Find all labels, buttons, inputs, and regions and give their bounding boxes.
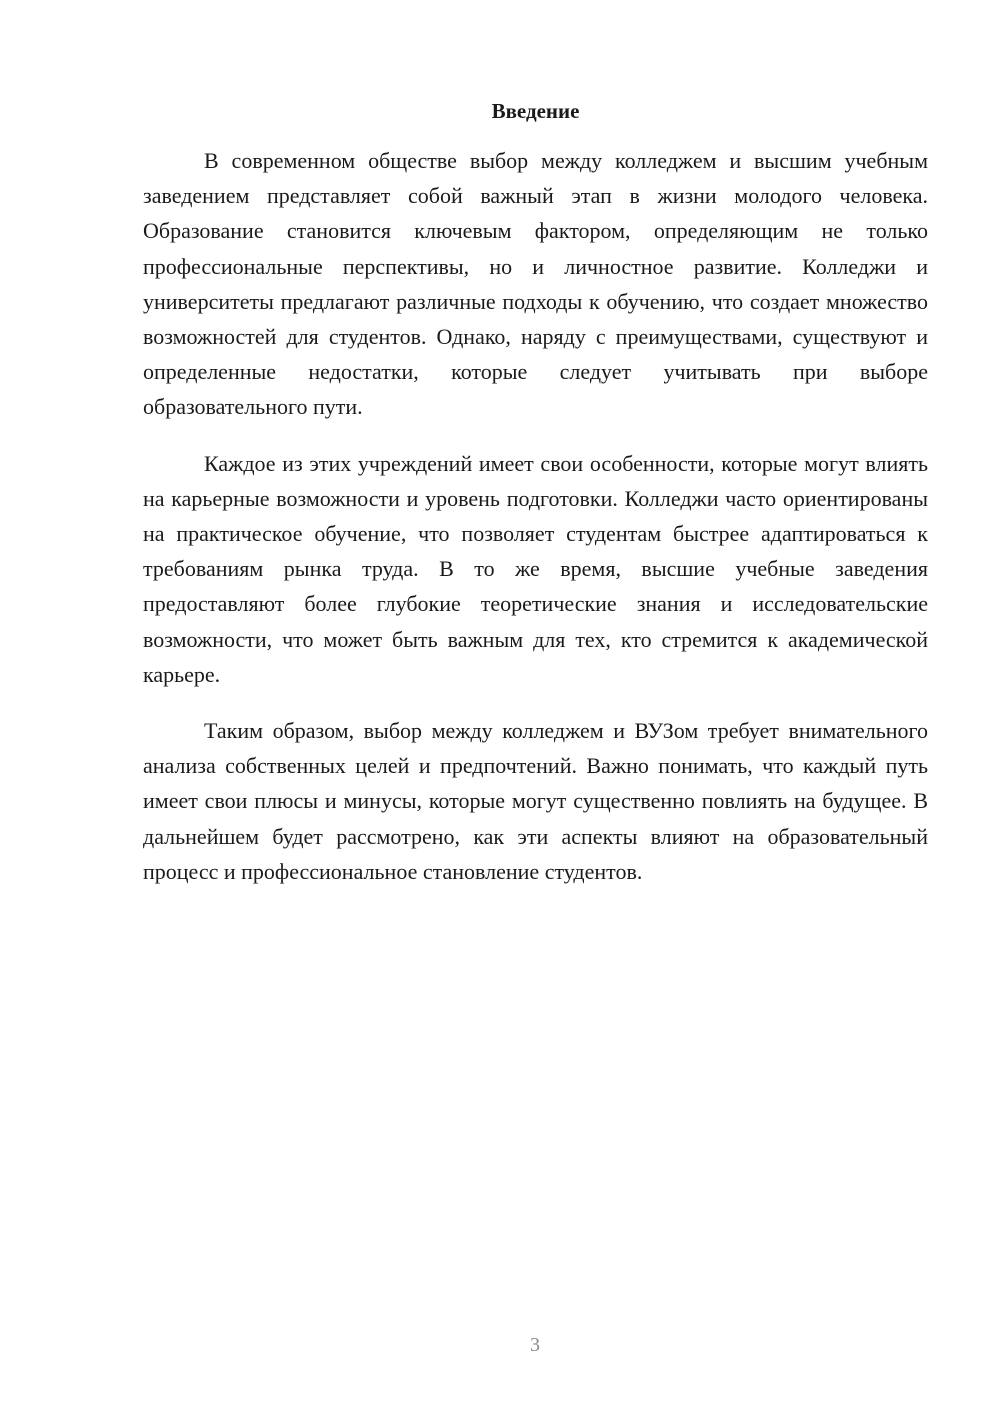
paragraph-3: Таким образом, выбор между колледжем и ВУЗом требует внимательного анализа собственных целей и предпочтений. Важно понимать, что каждый путь имеет свои плюсы и минусы, которые могут существенно повлиять на будущее. В дальнейшем будет рассмотрено, как эти аспекты влияют на образовательный процесс и профессиональное становление студентов. <box>143 718 928 884</box>
section-body <box>143 143 928 910</box>
section-title: Введение <box>491 99 580 123</box>
paragraph-1: В современном обществе выбор между колледжем и высшим учебным заведением представляет собой важный этап в жизни молодого человека. Образование становится ключевым фактором, определяющим не только профессиональные перспективы, но и личностное развитие. Колледжи и университеты предлагают различные подходы к обучению, что создает множество возможностей для студентов. Однако, наряду с преимуществами, существуют и определенные недостатки, которые следует учитывать при выборе образовательного пути. <box>143 148 928 420</box>
page-number: 3 <box>530 1334 540 1356</box>
paragraph-2: Каждое из этих учреждений имеет свои особенности, которые могут влиять на карьерные возможности и уровень подготовки. Колледжи часто ориентированы на практическое обучение, что позволяет студентам быстрее адаптироваться к требованиям рынка труда. В то же время, высшие учебные заведения предоставляют более глубокие теоретические знания и исследовательские возможности, что может быть важным для тех, кто стремится к академической карьере. <box>143 450 928 687</box>
